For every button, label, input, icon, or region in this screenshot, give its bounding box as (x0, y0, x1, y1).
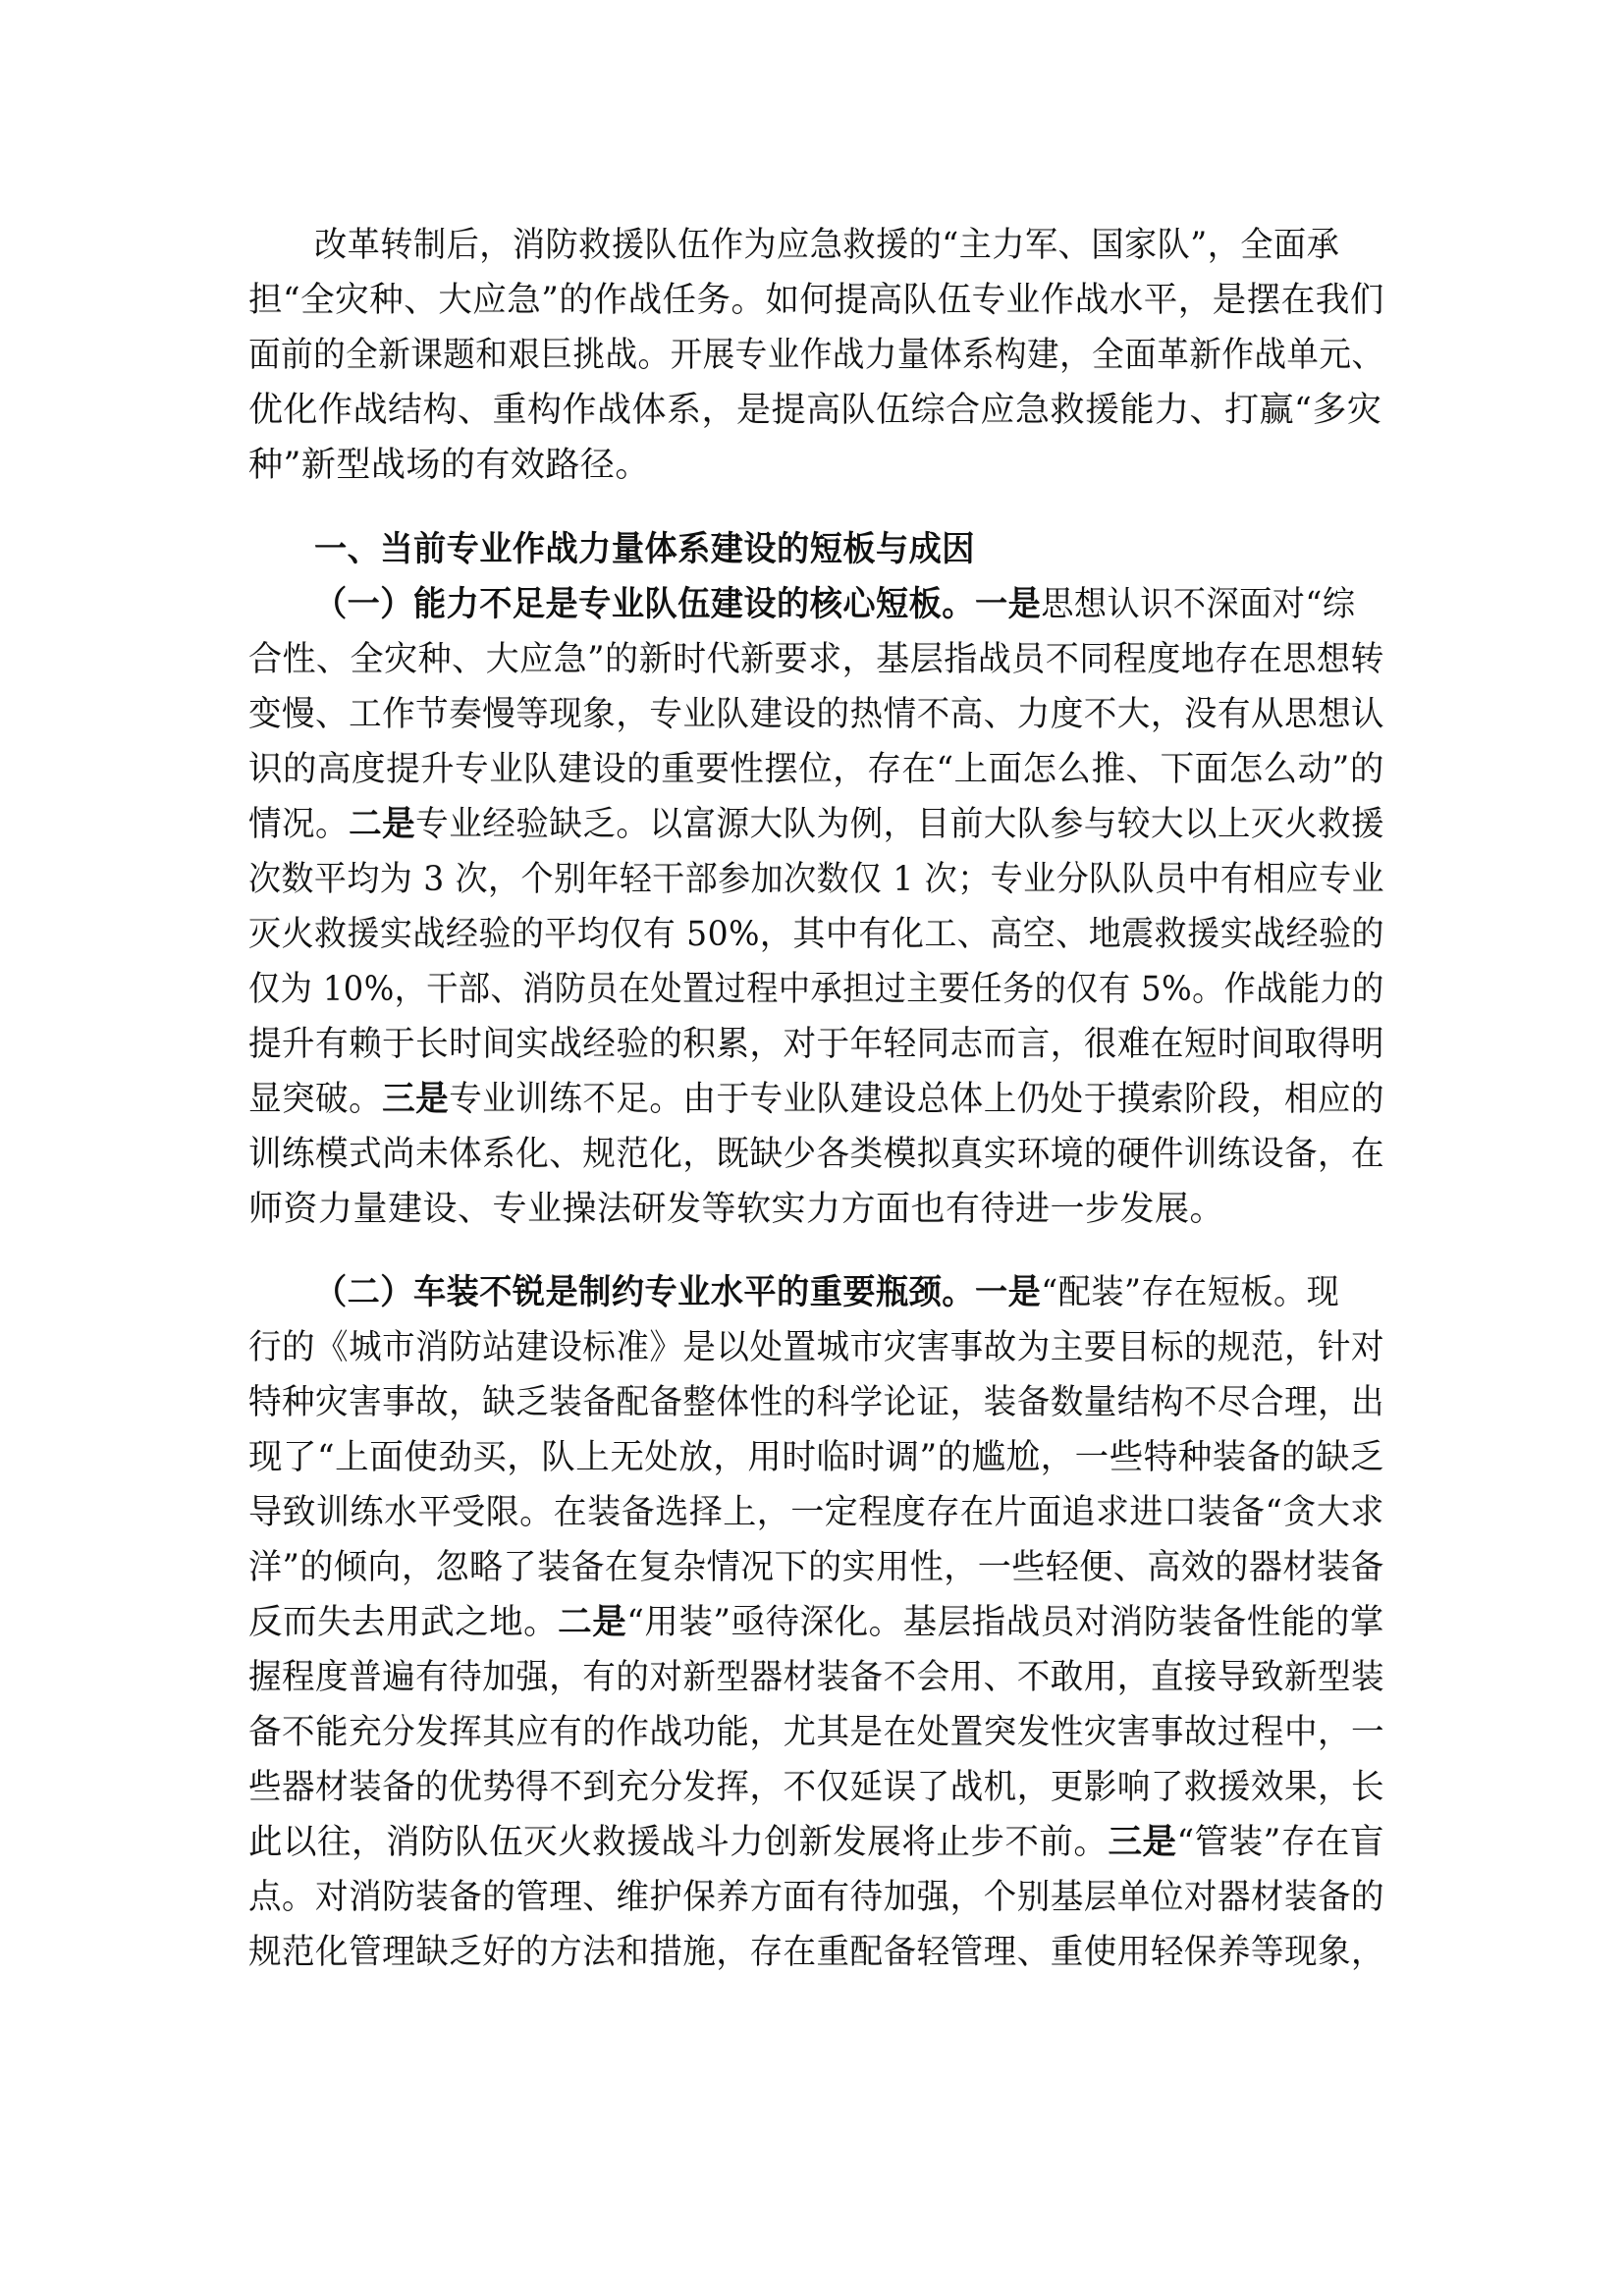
body-line: 合性、全灾种、大应急”的新时代新要求，基层指战员不同程度地存在思想转 (248, 640, 1384, 679)
body-line: 点。对消防装备的管理、维护保养方面有待加强，个别基层单位对器材装备的 (248, 1878, 1385, 1917)
body-line (248, 1598, 1384, 1647)
body-line: 行的《城市消防站建设标准》是以处置城市灾害事故为主要目标的规范，针对 (248, 1328, 1385, 1367)
intro-line: 种”新型战场的有效路径。 (248, 446, 650, 485)
body-text: 此以往，消防队伍灭火救援战斗力创新发展将止步不前。 (248, 1823, 1109, 1862)
intro-line: 改革转制后，消防救援队伍作为应急救援的“主力军、国家队”，全面承 (314, 226, 1340, 265)
body-text: “配装”存在短板。现 (1041, 1273, 1340, 1312)
intro-line: 担“全灾种、大应急”的作战任务。如何提高队伍专业作战水平，是摆在我们 (248, 281, 1384, 320)
subsection-heading: （一）能力不足是专业队伍建设的核心短板。 (314, 584, 975, 624)
body-line: 些器材装备的优势得不到充分发挥，不仅延误了战机，更影响了救援效果，长 (248, 1768, 1385, 1807)
body-line: 规范化管理缺乏好的方法和措施，存在重配备轻管理、重使用轻保养等现象， (248, 1933, 1385, 1972)
body-text: 专业经验缺乏。以富源大队为例，目前大队参与较大以上灭火救援 (415, 805, 1385, 844)
body-text: 思想认识不深面对“综 (1041, 585, 1356, 624)
lead-phrase: 二是 (558, 1602, 627, 1642)
lead-phrase: 二是 (349, 804, 416, 844)
body-text: 专业训练不足。由于专业队建设总体上仍处于摸索阶段，相应的 (449, 1080, 1385, 1119)
lead-phrase: 一是 (974, 1272, 1042, 1312)
body-line: 洋”的倾向，忽略了装备在复杂情况下的实用性，一些轻便、高效的器材装备 (248, 1548, 1384, 1587)
section-heading: 一、当前专业作战力量体系建设的短板与成因 (314, 529, 975, 569)
body-line: 师资力量建设、专业操法研发等软实力方面也有待进一步发展。 (248, 1190, 1225, 1229)
body-text: “用装”亟待深化。基层指战员对消防装备性能的掌 (626, 1603, 1384, 1642)
body-line: 导致训练水平受限。在装备选择上，一定程度存在片面追求进口装备“贪大求 (248, 1493, 1384, 1532)
intro-line: 面前的全新课题和艰巨挑战。开展专业作战力量体系构建，全面革新作战单元、 (248, 336, 1384, 375)
subsection-heading: （二）车装不锐是制约专业水平的重要瓶颈。 (314, 1272, 975, 1312)
body-line: 握程度普遍有待加强，有的对新型器材装备不会用、不敢用，直接导致新型装 (248, 1658, 1385, 1697)
body-line: 识的高度提升专业队建设的重要性摆位，存在“上面怎么推、下面怎么动”的 (248, 750, 1384, 789)
subsection-first-line (314, 580, 1384, 629)
body-text: 显突破。 (248, 1080, 383, 1119)
body-line (248, 1818, 1384, 1867)
body-line: 仅为 10%，干部、消防员在处置过程中承担过主要任务的仅有 5%。作战能力的 (248, 970, 1384, 1009)
body-line: 现了“上面使劲买，队上无处放，用时临时调”的尴尬，一些特种装备的缺乏 (248, 1438, 1384, 1477)
body-line: 提升有赖于长时间实战经验的积累，对于年轻同志而言，很难在短时间取得明 (248, 1025, 1385, 1064)
body-text: 反而失去用武之地。 (248, 1603, 559, 1642)
body-line: 次数平均为 3 次，个别年轻干部参加次数仅 1 次；专业分队队员中有相应专业 (248, 860, 1385, 899)
body-line: 备不能充分发挥其应有的作战功能，尤其是在处置突发性灾害事故过程中，一 (248, 1713, 1385, 1752)
body-line: 训练模式尚未体系化、规范化，既缺少各类模拟真实环境的硬件训练设备，在 (248, 1135, 1385, 1174)
body-line: 灭火救援实战经验的平均仅有 50%，其中有化工、高空、地震救援实战经验的 (248, 915, 1384, 954)
body-line (248, 800, 1385, 849)
lead-phrase: 一是 (974, 584, 1042, 624)
body-line: 变慢、工作节奏慢等现象，专业队建设的热情不高、力度不大，没有从思想认 (248, 695, 1385, 734)
body-text: 情况。 (248, 805, 350, 844)
lead-phrase: 三是 (382, 1079, 450, 1119)
body-line: 特种灾害事故，缺乏装备配备整体性的科学论证，装备数量结构不尽合理，出 (248, 1383, 1385, 1422)
intro-line: 优化作战结构、重构作战体系，是提高队伍综合应急救援能力、打赢“多灾 (248, 391, 1382, 430)
lead-phrase: 三是 (1108, 1822, 1177, 1862)
subsection-first-line (314, 1268, 1384, 1317)
body-text: “管装”存在盲 (1176, 1823, 1384, 1862)
body-line (248, 1075, 1385, 1124)
